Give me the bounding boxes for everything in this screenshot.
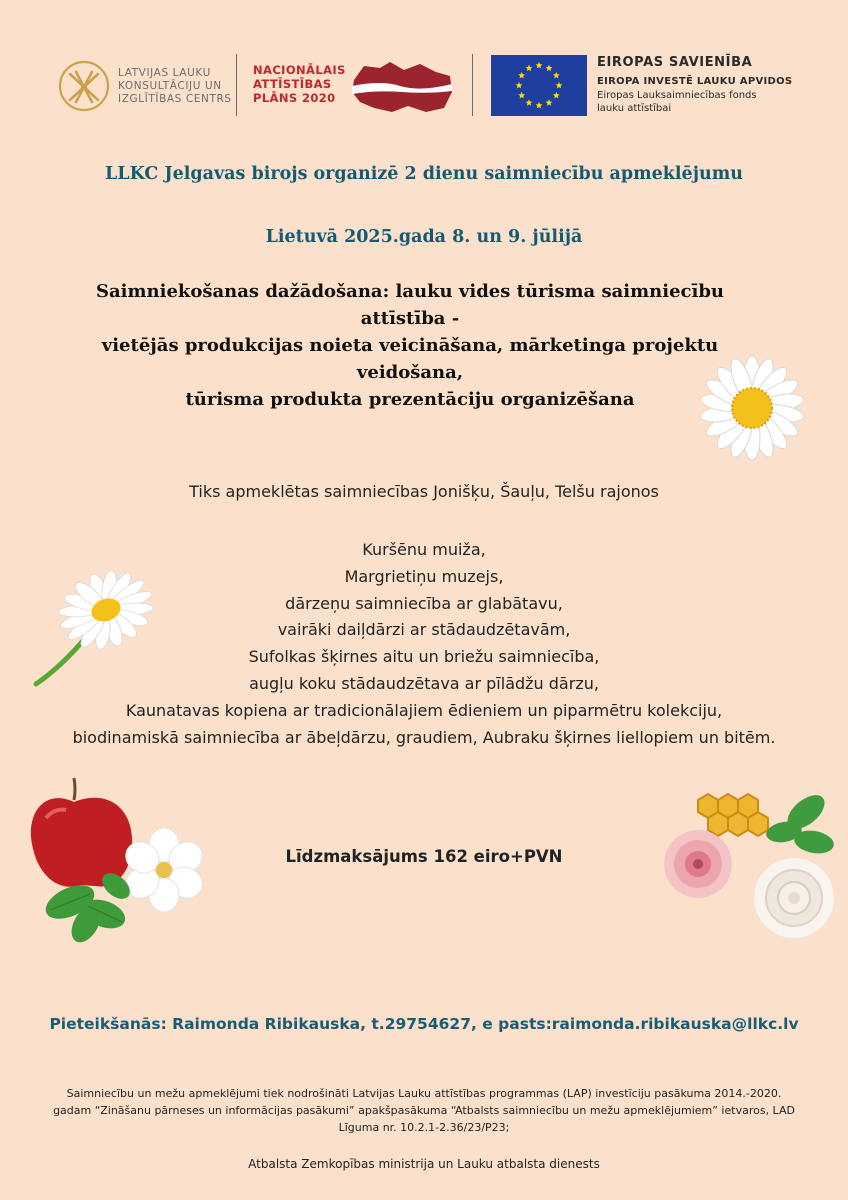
mint-icon [765,789,836,857]
eu-flag-icon [491,55,587,116]
list-item: Kaunatavas kopiena ar tradicionālajiem ēdieniem un piparmētru kolekciju, [125,700,723,720]
llkc-line: IZGLĪTĪBAS CENTRS [118,93,232,105]
logo-divider [472,54,473,116]
funding-footnote [40,1085,808,1136]
llkc-line: KONSULTĀCIJU UN [118,80,222,92]
list-item: Kuršēnu muiža, [362,540,486,559]
price-text: Līdzmaksājums 162 eiro+PVN [285,847,563,866]
list-item: Margrietiņu muzejs, [344,566,504,586]
nap-line: PLĀNS 2020 [253,91,336,105]
footnote-line: Saimniecību un mežu apmeklējumi tiek nodrošināti Latvijas Lauku attīstības programmas (LAP) investīciju pasākuma 2014.-2020. [66,1087,782,1100]
intro-text: Tiks apmeklētas saimniecības Jonišķu, Šauļu, Telšu rajonos [189,482,659,501]
organizer-line: LLKC Jelgavas birojs organizē 2 dienu saimniecību apmeklējumu [105,164,743,184]
event-title [60,278,760,413]
latvia-map-icon [350,58,455,116]
footnote-line: Līguma nr. 10.2.1-2.36/23/P23; [338,1121,510,1134]
list-item: dārzeņu saimniecība ar glabātavu, [285,593,563,613]
llkc-logo-text [118,67,232,106]
title-line: Saimniekošanas dažādošana: lauku vides tūrisma saimniecību attīstība - [95,281,725,329]
daisy-stem-icon [28,552,163,692]
list-item: vairāki daiļdārzi ar stādaudzētavām, [277,620,571,640]
eu-subtitle: EIROPA INVESTĒ LAUKU APVIDOS [597,76,793,87]
daisy-icon [690,346,814,470]
flower-bouquet-icon [646,782,842,942]
contact-line: Pieteikšanās: Raimonda Ribikauska, t.29754627, e pasts:raimonda.ribikauska@llkc.lv [49,1015,799,1033]
nap-logo-text [253,63,346,105]
rose-icon [664,830,732,898]
nap-line: NACIONĀLAIS [253,63,346,77]
llkc-line: LATVIJAS LAUKU [118,67,211,79]
eu-fund-line: lauku attīstībai [597,103,672,114]
honeycomb-icon [698,794,768,836]
title-line: tūrisma produkta prezentāciju organizēšana [185,389,635,410]
eu-title: EIROPAS SAVIENĪBA [597,55,753,70]
footnote-line: gadam “Zināšanu pārneses un informācijas pasākumi” apakšpasākuma “Atbalsts saimniecību un mežu apmeklējumiem” ietvaros, LAD [53,1104,795,1117]
list-item: biodinamiskā saimniecība ar ābeļdārzu, graudiem, Aubraku šķirnes liellopiem un bitēm. [72,727,776,747]
nap-line: ATTĪSTĪBAS [253,77,332,91]
support-line: Atbalsta Zemkopības ministrija un Lauku atbalsta dienests [248,1157,600,1171]
rose-icon [754,858,834,938]
title-line: vietējās produkcijas noieta veicināšana, mārketinga projektu veidošana, [101,335,719,383]
list-item: augļu koku stādaudzētava ar pīlādžu dārzu, [249,673,599,693]
llkc-logo-icon [58,60,110,112]
date-line: Lietuvā 2025.gada 8. un 9. jūlijā [265,227,583,247]
list-item: Sufolkas šķirnes aitu un briežu saimniecība, [248,647,600,667]
eu-fund-line: Eiropas Lauksaimniecības fonds [597,90,757,101]
logo-divider [236,54,237,116]
